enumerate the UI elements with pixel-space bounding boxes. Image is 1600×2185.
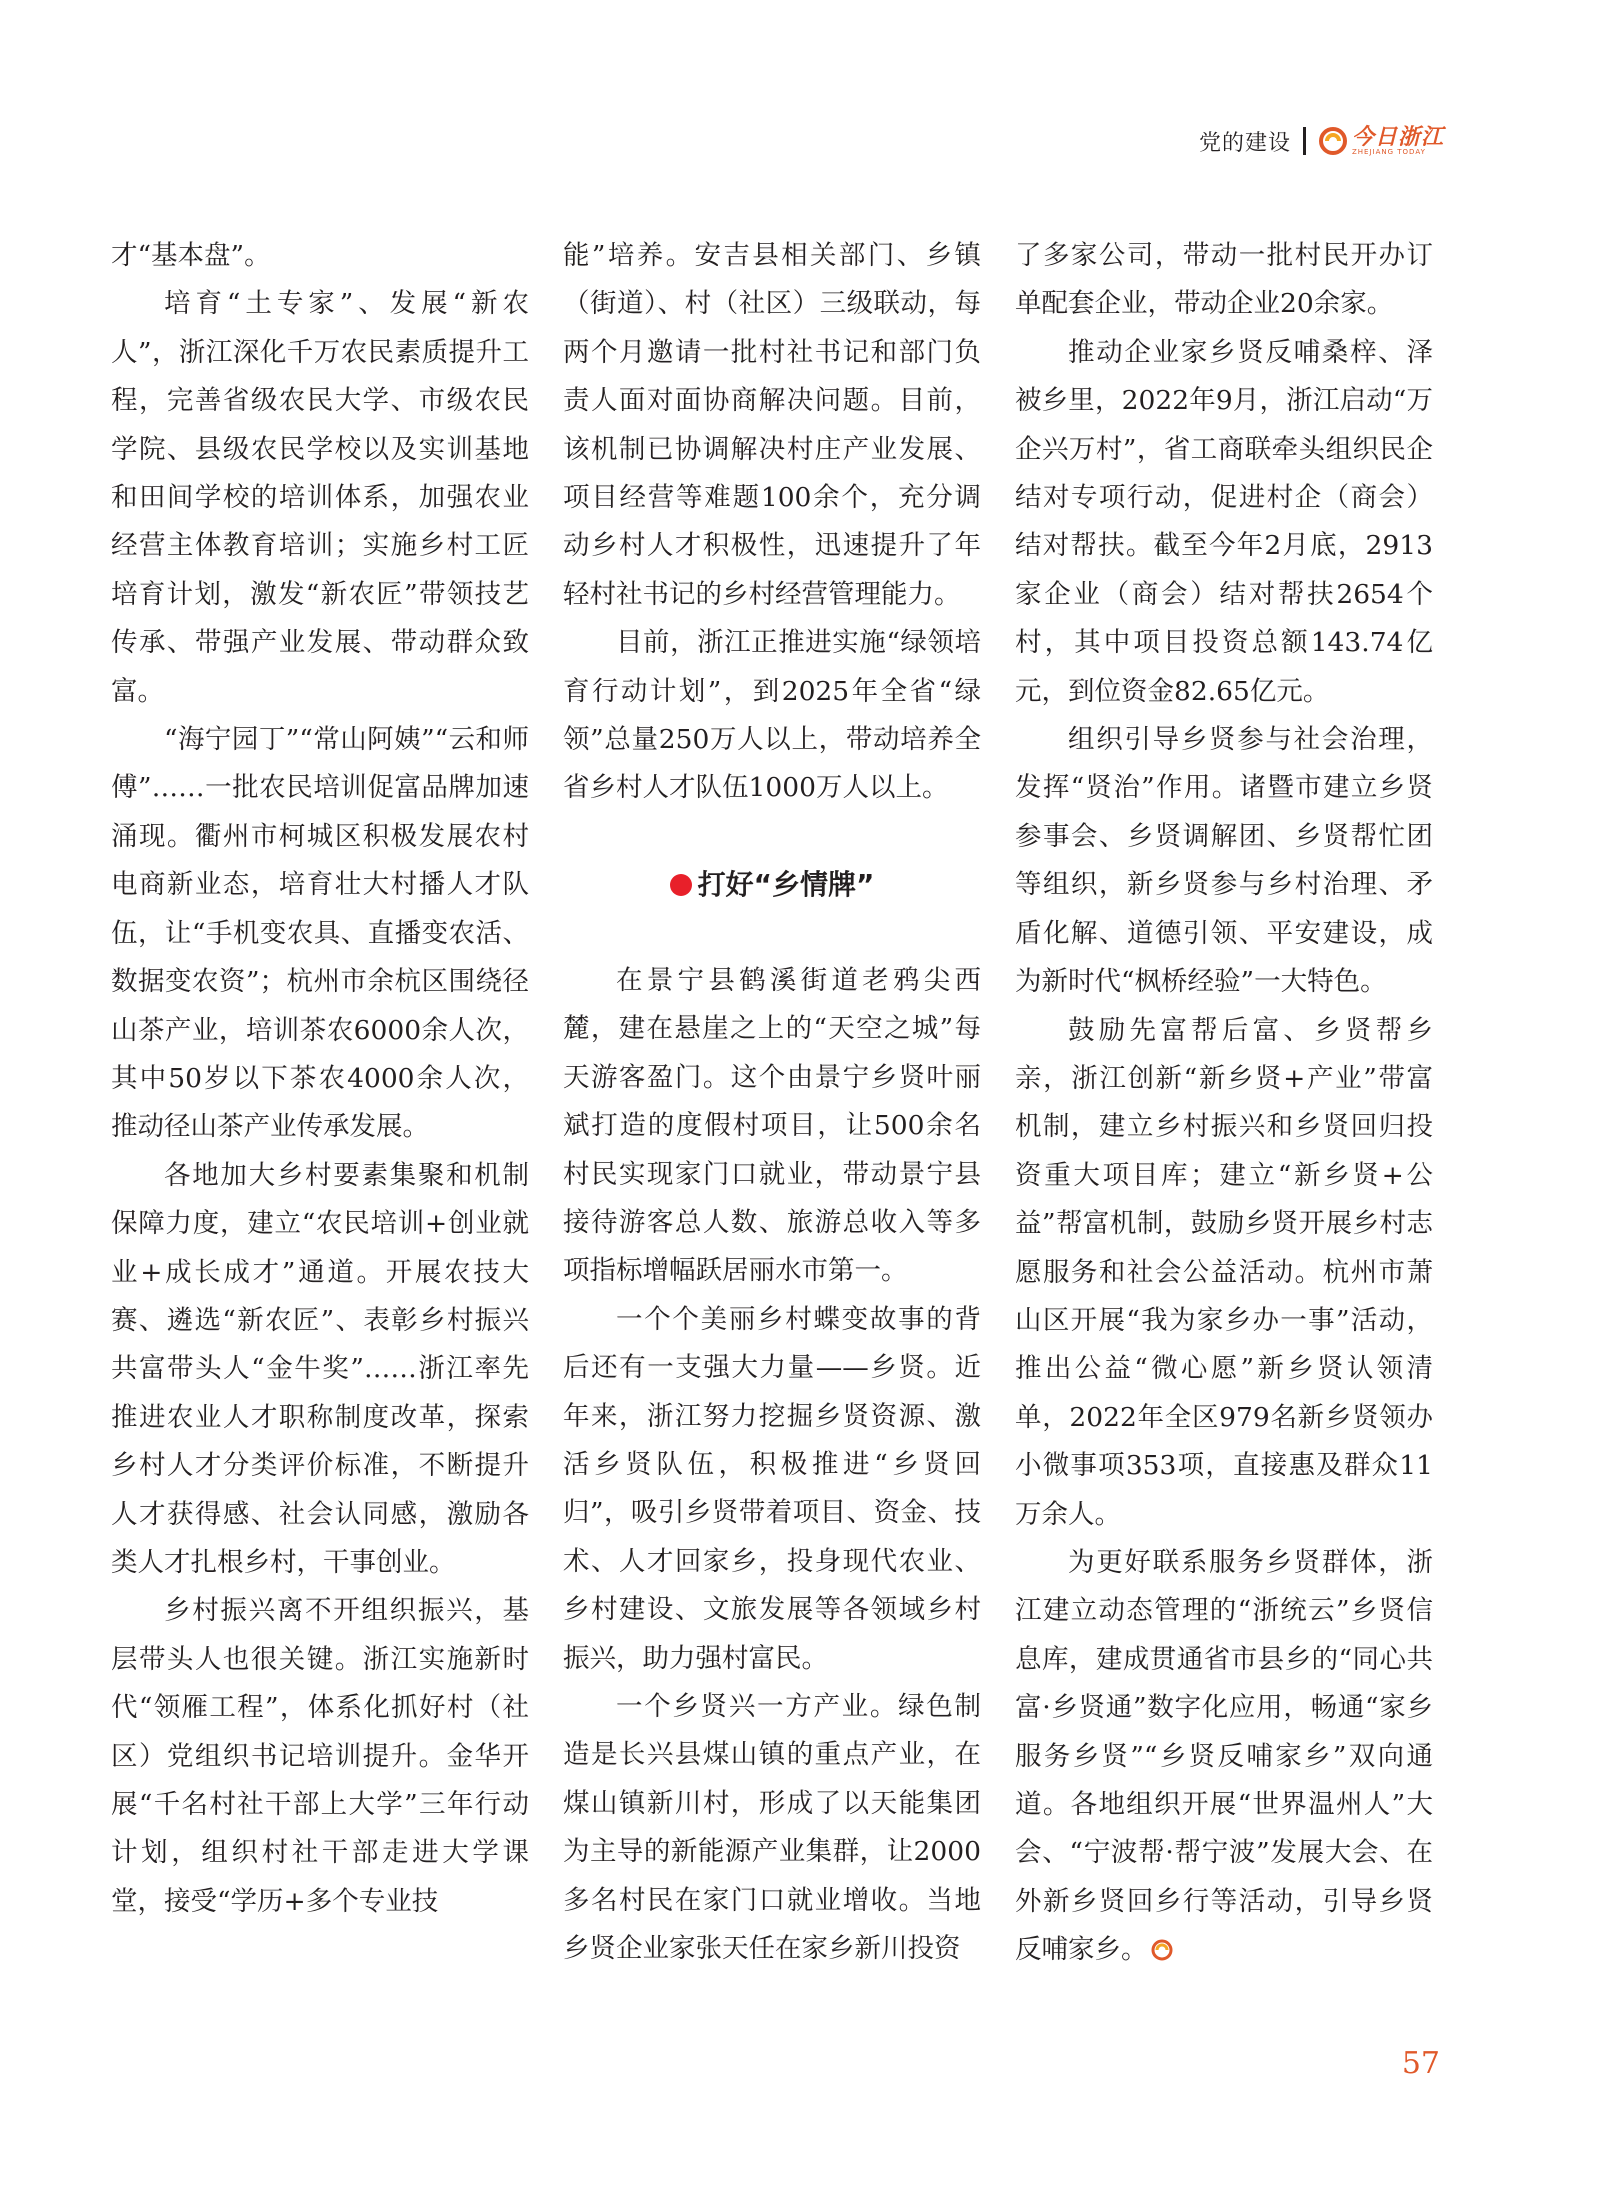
- paragraph: 组织引导乡贤参与社会治理，发挥“贤治”作用。诸暨市建立乡贤参事会、乡贤调解团、乡贤帮忙团等组织，新乡贤参与乡村治理、矛盾化解、道德引领、平安建设，成为新时代“枫桥经验”一大特色。: [1015, 724, 1433, 998]
- section-title: 党的建设: [1198, 130, 1291, 156]
- logo-swirl-icon: [1318, 126, 1348, 156]
- text-column-3: [1015, 232, 1433, 1975]
- paragraph: 能”培养。安吉县相关部门、乡镇（街道）、村（社区）三级联动，每两个月邀请一批村社书记和部门负责人面对面协商解决问题。目前，该机制已协调解决村庄产业发展、项目经营等难题100余个，充分调动乡村人才积极性，迅速提升了年轻村社书记的乡村经营管理能力。: [563, 240, 981, 610]
- paragraph: 在景宁县鹤溪街道老鸦尖西麓，建在悬崖之上的“天空之城”每天游客盈门。这个由景宁乡贤叶丽斌打造的度假村项目，让500余名村民实现家门口就业，带动景宁县接待游客总人数、旅游总收入等多项指标增幅跃居丽水市第一。: [563, 964, 981, 1287]
- paragraph: 各地加大乡村要素集聚和机制保障力度，建立“农民培训+创业就业+成长成才”通道。开展农技大赛、遴选“新农匠”、表彰乡村振兴共富带头人“金牛奖”……浙江率先推进农业人才职称制度改革，探索乡村人才分类评价标准，不断提升人才获得感、社会认同感，激励各类人才扎根乡村，干事创业。: [111, 1159, 529, 1578]
- paragraph: “海宁园丁”“常山阿姨”“云和师傅”……一批农民培训促富品牌加速涌现。衢州市柯城区积极发展农村电商新业态，培育壮大村播人才队伍，让“手机变农具、直播变农活、数据变农资”；杭州市余杭区围绕径山茶产业，培训茶农6000余人次，其中50岁以下茶农4000余人次，推动径山茶产业传承发展。: [111, 724, 529, 1143]
- page-header: [1199, 124, 1444, 158]
- paragraph: 鼓励先富帮后富、乡贤帮乡亲，浙江创新“新乡贤+产业”带富机制，建立乡村振兴和乡贤回归投资重大项目库；建立“新乡贤+公益”帮富机制，鼓励乡贤开展乡村志愿服务和社会公益活动。杭州市萧山区开展“我为家乡办一事”活动，推出公益“微心愿”新乡贤认领清单，2022年全区979名新乡贤领办小微事项353项，直接惠及群众11万余人。: [1015, 1014, 1433, 1530]
- page-number: 57: [1401, 2046, 1440, 2081]
- red-bullet-icon: [670, 874, 692, 896]
- paragraph: 一个个美丽乡村蝶变故事的背后还有一支强大力量——乡贤。近年来，浙江努力挖掘乡贤资源、激活乡贤队伍，积极推进“乡贤回归”，吸引乡贤带着项目、资金、技术、人才回家乡，投身现代农业、乡村建设、文旅发展等各领域乡村振兴，助力强村富民。: [563, 1303, 981, 1674]
- paragraph: 了多家公司，带动一批村民开办订单配套企业，带动企业20余家。: [1015, 240, 1433, 320]
- text-column-2: [563, 232, 981, 1973]
- paragraph: 乡村振兴离不开组织振兴，基层带头人也很关键。浙江实施新时代“领雁工程”，体系化抓好村（社区）党组织书记培训提升。金华开展“千名村社干部上大学”三年行动计划，组织村社干部走进大学课堂，接受“学历+多个专业技: [111, 1595, 529, 1917]
- header-divider: [1303, 127, 1306, 155]
- magazine-logo: [1318, 123, 1444, 157]
- section-subheading: [563, 861, 981, 909]
- paragraph: 培育“土专家”、发展“新农人”，浙江深化千万农民素质提升工程，完善省级农民大学、市级农民学院、县级农民学校以及实训基地和田间学校的培训体系，加强农业经营主体教育培训；实施乡村工匠培育计划，激发“新农匠”带领技艺传承、带强产业发展、带动群众致富。: [111, 288, 529, 707]
- logo-wordmark: 今日浙江: [1351, 123, 1444, 150]
- paragraph: 推动企业家乡贤反哺桑梓、泽被乡里，2022年9月，浙江启动“万企兴万村”，省工商联牵头组织民企结对专项行动，促进村企（商会）结对帮扶。截至今年2月底，2913家企业（商会）结对帮扶2654个村，其中项目投资总额143.74亿元，到位资金82.65亿元。: [1015, 336, 1433, 707]
- subheading-text: 打好“乡情牌”: [697, 867, 875, 901]
- paragraph: 才“基本盘”。: [111, 240, 271, 271]
- paragraph-text: 为更好联系服务乡贤群体，浙江建立动态管理的“浙统云”乡贤信息库，建成贯通省市县乡的“同心共富·乡贤通”数字化应用，畅通“家乡服务乡贤”“乡贤反哺家乡”双向通道。各地组织开展“世界温州人”大会、“宁波帮·帮宁波”发展大会、在外新乡贤回乡行等活动，引导乡贤反哺家乡。: [1015, 1546, 1433, 1966]
- paragraph: 一个乡贤兴一方产业。绿色制造是长兴县煤山镇的重点产业，在煤山镇新川村，形成了以天能集团为主导的新能源产业集群，让2000多名村民在家门口就业增收。当地乡贤企业家张天任在家乡新川投资: [563, 1690, 981, 1964]
- end-mark-icon: [1150, 1938, 1174, 1962]
- text-column-1: [111, 232, 529, 1926]
- logo-english: ZHEJIANG TODAY: [1351, 147, 1426, 156]
- paragraph-final: [1015, 1539, 1433, 1975]
- paragraph: 目前，浙江正推进实施“绿领培育行动计划”，到2025年全省“绿领”总量250万人以上，带动培养全省乡村人才队伍1000万人以上。: [563, 627, 981, 804]
